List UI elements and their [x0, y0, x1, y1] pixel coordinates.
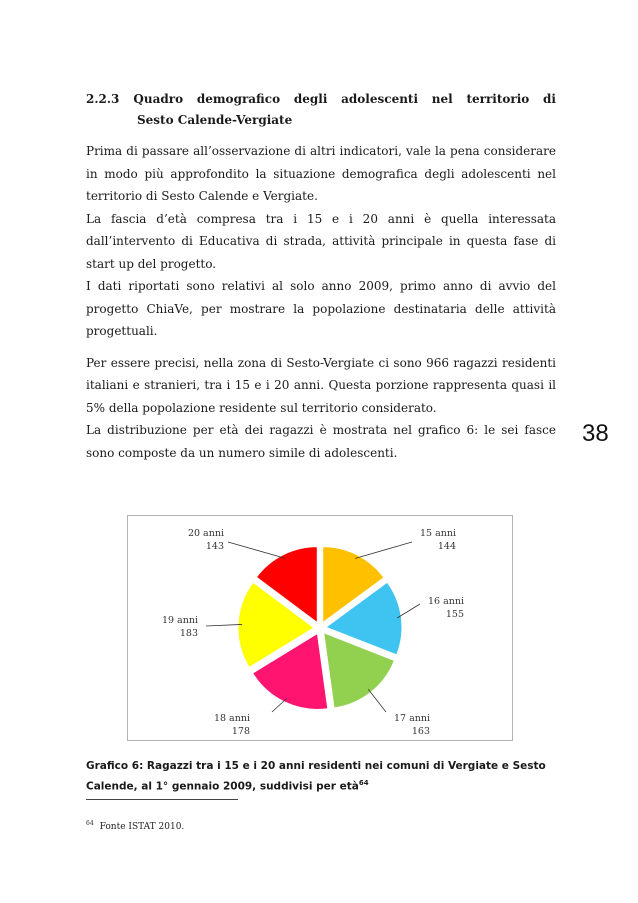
leader-line — [355, 542, 412, 558]
slice-category-label: 20 anni — [187, 528, 224, 539]
slice-category-label: 16 anni — [428, 596, 465, 607]
slice-category-label: 18 anni — [213, 713, 250, 724]
slice-value-label: 155 — [445, 609, 464, 620]
footnote-text: Fonte ISTAT 2010. — [99, 822, 185, 832]
pie-chart — [128, 516, 512, 740]
section-title-line2: Sesto Calende-Vergiate — [137, 113, 293, 127]
pie-chart-frame — [127, 515, 513, 741]
section-title-line1: Quadro demografico degli adolescenti nel territorio di — [133, 92, 556, 106]
page-number: 38 — [582, 420, 609, 447]
slice-category-label: 19 anni — [161, 615, 198, 626]
slice-value-label: 178 — [231, 726, 250, 737]
slice-category-label: 15 anni — [420, 528, 457, 539]
slice-category-label: 17 anni — [394, 713, 431, 724]
slice-value-label: 163 — [411, 726, 430, 737]
leader-line — [272, 698, 287, 712]
section-number: 2.2.3 — [86, 92, 120, 106]
footnote-reference: 64 — [358, 779, 369, 787]
footnote — [86, 820, 184, 832]
slice-value-label: 183 — [179, 628, 198, 639]
leader-line — [397, 604, 420, 618]
paragraph-3: I dati riportati sono relativi al solo anno 2009, primo anno di avvio del progetto ChiaVe, per mostrare la popolazione destinataria delle attività progettuali. — [86, 279, 556, 338]
footnote-separator — [86, 799, 238, 800]
leader-line — [206, 624, 242, 626]
paragraph-1: Prima di passare all’osservazione di altri indicatori, vale la pena considerare in modo più approfondito la situazione demografica degli adolescenti nel territorio di Sesto Calende e Vergiate. — [86, 144, 556, 203]
section-heading — [86, 92, 556, 127]
paragraph-2: La fascia d’età compresa tra i 15 e i 20 anni è quella interessata dall’intervento di Educativa di strada, attività principale in questa fase di start up del progetto. — [86, 211, 556, 271]
figure-caption — [86, 758, 556, 796]
caption-text: Grafico 6: Ragazzi tra i 15 e i 20 anni residenti nei comuni di Vergiate e Sesto Calende, al 1° gennaio 2009, suddivisi per età — [86, 760, 546, 793]
leader-line — [368, 689, 386, 712]
footnote-marker: 64 — [86, 820, 94, 827]
body-text — [86, 140, 556, 464]
paragraph-5: La distribuzione per età dei ragazzi è mostrata nel grafico 6: le sei fasce sono composte da un numero simile di adolescenti. — [86, 423, 556, 460]
slice-value-label: 143 — [205, 541, 224, 552]
paragraph-4: Per essere precisi, nella zona di Sesto-Vergiate ci sono 966 ragazzi residenti italiani e stranieri, tra i 15 e i 20 anni. Questa porzione rappresenta quasi il 5% della popolazione residente sul territorio considerato. — [86, 355, 556, 415]
slice-value-label: 144 — [437, 541, 456, 552]
leader-line — [228, 542, 285, 558]
